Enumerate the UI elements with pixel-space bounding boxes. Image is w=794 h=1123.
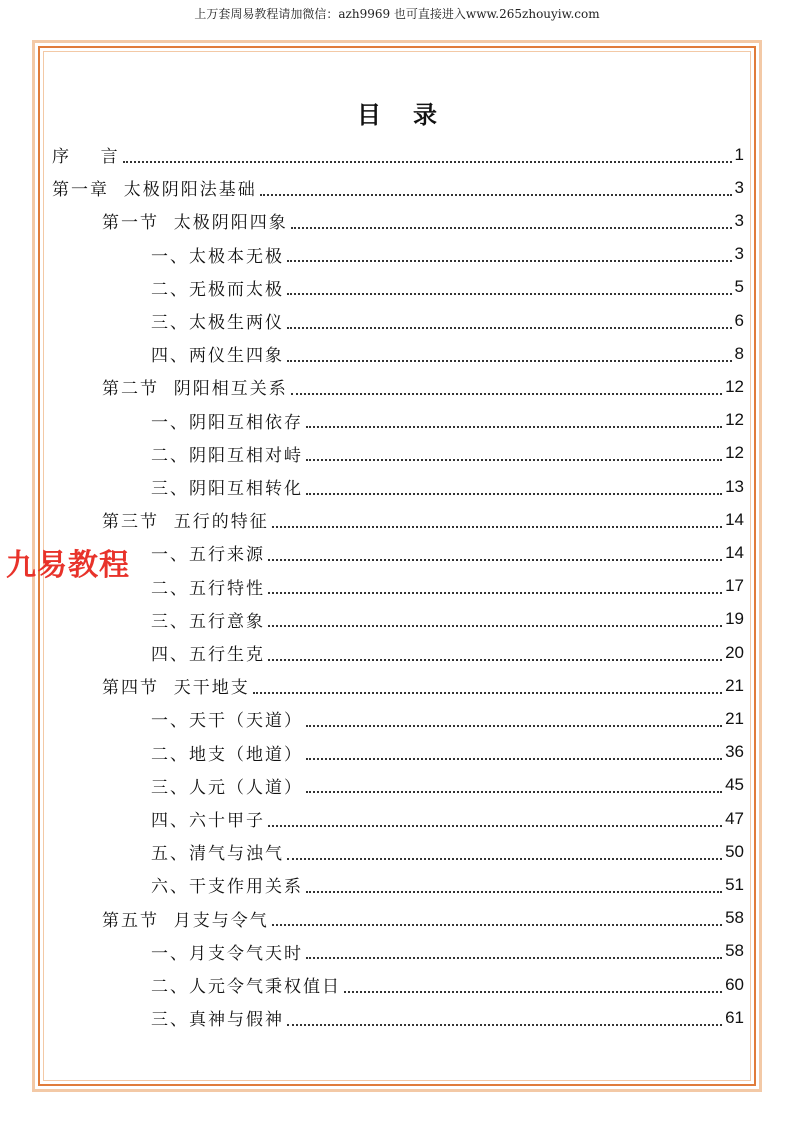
- dot-leader: [306, 791, 722, 793]
- toc-entry[interactable]: [151, 603, 744, 636]
- dot-leader: [268, 592, 722, 594]
- dot-leader: [291, 393, 722, 395]
- dot-leader: [272, 924, 722, 926]
- toc-entry[interactable]: [151, 470, 744, 503]
- toc-entry-page-number: 3: [734, 177, 744, 197]
- dot-leader: [306, 891, 722, 893]
- toc-entry-label: 三、真神与假神: [151, 1010, 284, 1031]
- toc-entry-page-number: 12: [725, 410, 744, 430]
- toc-entry-page-number: 8: [734, 343, 744, 363]
- toc-entry[interactable]: [151, 304, 744, 337]
- toc-entry-page-number: 12: [725, 443, 744, 463]
- toc-entry-page-number: 1: [734, 144, 744, 164]
- header-note: 上万套周易教程请加微信：azh9969 也可直接进入www.265zhouyiw.com: [194, 7, 600, 21]
- toc-entry[interactable]: [151, 835, 744, 868]
- toc-entry[interactable]: [151, 1001, 744, 1034]
- dot-leader: [268, 659, 722, 661]
- toc-entry-page-number: 17: [725, 576, 744, 596]
- toc-entry-label: 第二节 阴阳相互关系: [102, 379, 288, 400]
- toc-entry[interactable]: [151, 868, 744, 901]
- toc-entry[interactable]: [151, 536, 744, 569]
- dot-leader: [287, 293, 732, 295]
- toc-entry-label: 一、太极本无极: [151, 246, 284, 267]
- toc-entry-page-number: 50: [725, 841, 744, 861]
- dot-leader: [306, 758, 722, 760]
- toc-entry-page-number: 6: [734, 310, 744, 330]
- toc-entry-page-number: 58: [725, 908, 744, 928]
- watermark: 九易教程: [6, 548, 130, 583]
- toc-entry-page-number: 21: [725, 708, 744, 728]
- toc-entry-page-number: 12: [725, 376, 744, 396]
- toc-entry[interactable]: [151, 238, 744, 271]
- toc-entry-label: 六、干支作用关系: [151, 877, 303, 898]
- toc-entry-page-number: 5: [734, 277, 744, 297]
- toc-entry-page-number: 19: [725, 609, 744, 629]
- dot-leader: [344, 991, 722, 993]
- dot-leader: [272, 526, 722, 528]
- toc-entry-page-number: 13: [725, 476, 744, 496]
- toc-entry-label: 二、阴阳互相对峙: [151, 445, 303, 466]
- toc-entry[interactable]: [151, 570, 744, 603]
- toc-entry-label: 四、五行生克: [151, 645, 265, 665]
- dot-leader: [268, 625, 722, 627]
- toc-entry[interactable]: [151, 337, 744, 370]
- toc-entry-page-number: 45: [725, 775, 744, 795]
- toc-entry-label: 三、人元（人道）: [151, 777, 303, 798]
- toc-entry[interactable]: [52, 171, 744, 204]
- toc-entry-label: 二、人元令气秉权值日: [151, 977, 341, 997]
- dot-leader: [287, 858, 722, 860]
- dot-leader: [306, 725, 722, 727]
- toc-entry-page-number: 51: [725, 874, 744, 894]
- toc-entry-label: 第一章 太极阴阳法基础: [52, 180, 257, 201]
- toc-entry[interactable]: [151, 636, 744, 669]
- dot-leader: [306, 957, 722, 959]
- toc-entry-label: 序 言: [52, 147, 120, 167]
- toc-entry-label: 第三节 五行的特征: [102, 512, 269, 533]
- toc-entry-page-number: 14: [725, 509, 744, 529]
- toc-entry-label: 一、月支令气天时: [151, 943, 303, 964]
- toc-entry-page-number: 47: [725, 808, 744, 828]
- toc-entry[interactable]: [151, 968, 744, 1001]
- toc-entry[interactable]: [102, 902, 744, 935]
- toc-entry-label: 四、两仪生四象: [151, 346, 284, 367]
- toc-entry-label: 二、地支（地道）: [151, 744, 303, 765]
- toc-entry[interactable]: [151, 404, 744, 437]
- toc-entry-label: 三、阴阳互相转化: [151, 479, 303, 499]
- toc-entry[interactable]: [151, 935, 744, 968]
- toc-entry-page-number: 3: [734, 210, 744, 230]
- toc-entry-page-number: 58: [725, 941, 744, 961]
- toc-entry[interactable]: [151, 437, 744, 470]
- dot-leader: [287, 360, 732, 362]
- dot-leader: [260, 194, 732, 196]
- dot-leader: [291, 227, 732, 229]
- dot-leader: [123, 161, 732, 163]
- toc-entry[interactable]: [151, 736, 744, 769]
- toc-entry[interactable]: [151, 769, 744, 802]
- toc-entry-page-number: 60: [725, 974, 744, 994]
- dot-leader: [306, 493, 722, 495]
- toc-entry[interactable]: [102, 503, 744, 536]
- toc-entry-label: 三、五行意象: [151, 611, 265, 632]
- toc-entry-label: 第四节 天干地支: [102, 678, 250, 699]
- dot-leader: [253, 692, 722, 694]
- toc-entry-label: 二、五行特性: [151, 578, 265, 599]
- toc-entry-label: 四、六十甲子: [151, 811, 265, 831]
- dot-leader: [268, 825, 722, 827]
- page-title: 目录: [357, 101, 469, 129]
- toc-entry-page-number: 61: [725, 1007, 744, 1027]
- toc-entry-label: 一、天干（天道）: [151, 711, 303, 732]
- toc-entry-page-number: 3: [734, 244, 744, 264]
- dot-leader: [287, 1024, 722, 1026]
- dot-leader: [306, 426, 722, 428]
- toc-entry-label: 第五节 月支与令气: [102, 910, 269, 931]
- toc-entry[interactable]: [102, 370, 744, 403]
- toc-entry-page-number: 14: [725, 542, 744, 562]
- toc-entry-label: 一、阴阳互相依存: [151, 412, 303, 433]
- dot-leader: [287, 260, 732, 262]
- toc-entry-label: 二、无极而太极: [151, 279, 284, 300]
- toc-entry-label: 五、清气与浊气: [151, 844, 284, 865]
- dot-leader: [306, 459, 722, 461]
- toc-entry-label: 三、太极生两仪: [151, 313, 284, 333]
- toc-entry-page-number: 20: [725, 642, 744, 662]
- toc-entry-label: 第一节 太极阴阳四象: [102, 213, 288, 234]
- dot-leader: [287, 327, 732, 329]
- toc-entry[interactable]: [102, 204, 744, 237]
- toc-entry[interactable]: [102, 669, 744, 702]
- toc-entry[interactable]: [151, 271, 744, 304]
- toc-entry-page-number: 36: [725, 742, 744, 762]
- dot-leader: [268, 559, 722, 561]
- toc-entry[interactable]: [151, 802, 744, 835]
- toc-entry[interactable]: [151, 702, 744, 735]
- toc-entry[interactable]: [52, 138, 744, 171]
- toc-entry-page-number: 21: [725, 675, 744, 695]
- toc-entry-label: 一、五行来源: [151, 545, 265, 566]
